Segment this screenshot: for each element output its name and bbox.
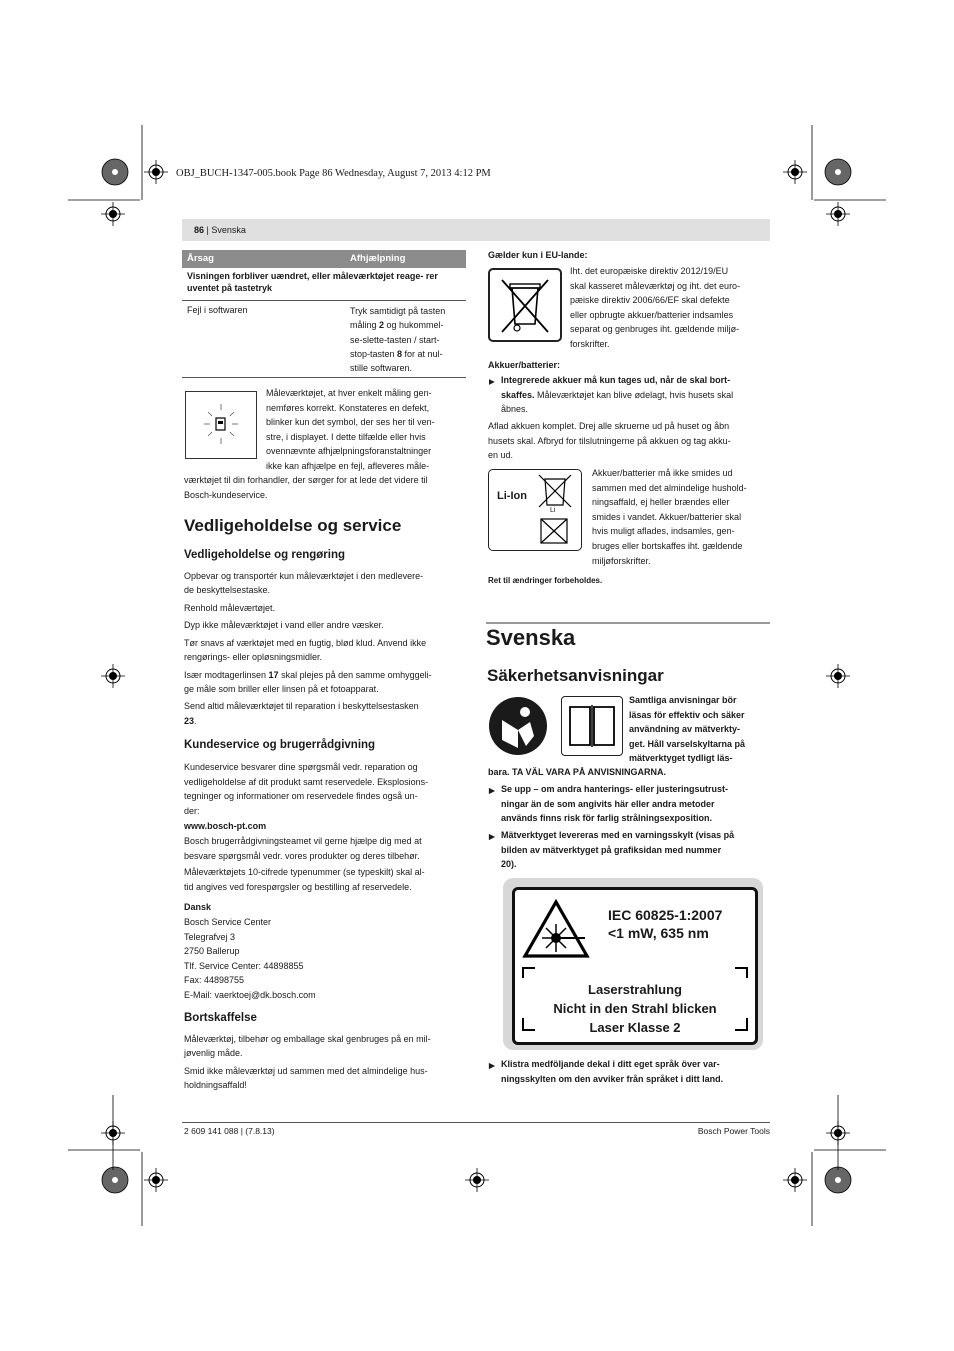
manual-book-box: [561, 696, 623, 756]
text-line: ge måle som briller eller linsen på et fotoapparat.: [184, 683, 379, 694]
text-line: 23.: [184, 715, 197, 726]
text-line: ▶ Klistra medföljande dekal i ditt eget språk över var-: [501, 1059, 720, 1069]
text-line: används finns risk för farlig strålningsexposition.: [501, 813, 713, 824]
text-line: eller opbrugte akkuer/batterier indsamles: [570, 309, 734, 320]
address-line: Tlf. Service Center: 44898855: [184, 960, 304, 971]
text-line: ningsskylten om den avviker från språket i ditt land.: [501, 1073, 724, 1084]
text-line: användning av mätverkty-: [629, 724, 741, 735]
address-line: Telegrafvej 3: [184, 931, 236, 942]
text-line: åbnes.: [501, 404, 529, 415]
text-line: vedligeholdelse af dit produkt samt reservedele. Eksplosions-: [184, 776, 429, 787]
safety-bullet-1: [501, 782, 728, 826]
text-line: værktøjet til din forhandler, der sørger for at lede det videre til: [184, 475, 428, 485]
heading-service: Kundeservice og brugerrådgivning: [184, 739, 376, 751]
paragraph: [184, 569, 468, 598]
label-line-2: Nicht in den Strahl blicken: [553, 1001, 717, 1016]
care-paragraphs: [184, 569, 468, 731]
text-line: Måleværktøj, tilbehør og emballage skal genbruges på en mil-: [184, 1034, 431, 1044]
label-standard: IEC 60825-1:2007: [608, 907, 723, 923]
paragraph: [184, 1064, 468, 1093]
text-line: stille softwaren.: [350, 363, 413, 374]
blinking-symbol-icon: [186, 392, 256, 458]
page-section: Svenska: [211, 225, 246, 235]
text-line: der:: [184, 805, 200, 816]
address-line: Bosch Service Center: [184, 916, 272, 927]
paragraph: [184, 699, 468, 728]
page-header: 86 | Svenska: [194, 225, 246, 235]
text-line: Måleværktøjets 10-cifrede typenummer (se typeskilt) skal al-: [184, 867, 425, 878]
heading-safety: Säkerhetsanvisningar: [487, 666, 664, 685]
text-line: Bosch-kundeservice.: [184, 489, 268, 500]
text-line: rengørings- eller opløsningsmidler.: [184, 652, 323, 663]
text-line: separat og genbruges iht. gældende miljø-: [570, 324, 740, 335]
battery-paragraph: [488, 419, 731, 463]
label-line-1: Laserstrahlung: [588, 982, 682, 997]
laser-hazard-icon: [521, 898, 591, 962]
text-line: skaffes. Måleværktøjet kan blive ødelagt, hvis husets skal: [501, 389, 734, 400]
laser-warning-label: [503, 878, 763, 1050]
text-line: jøvenlig måde.: [184, 1048, 243, 1059]
text-line: bilden av mätverktyget på grafiksidan med nummer: [501, 844, 722, 855]
text-line: ningar än de som angivits här eller andra metoder: [501, 798, 715, 809]
text-line: måling 2 og hukommel-: [350, 320, 444, 331]
battery-label: Akkuer/batterier:: [488, 360, 561, 370]
text-line: forskrifter.: [570, 338, 610, 349]
text-line: nemføres korrekt. Konstateres en defekt,: [266, 402, 430, 413]
text-line: Akkuer/batterier må ikke smides ud: [592, 468, 733, 478]
rights-reserved: Ret til ændringer forbeholdes.: [488, 576, 603, 585]
address-line: Fax: 44898755: [184, 975, 245, 986]
liion-label: Li-Ion: [497, 490, 527, 502]
text-line: Aflad akkuen komplet. Drej alle skruerne ud på huset og åbn: [488, 421, 730, 431]
page-header-bar: [182, 219, 770, 241]
paragraph: [184, 618, 468, 632]
battery-bin-icon: [535, 473, 579, 547]
text-line: Tryk samtidigt på tasten: [350, 306, 446, 316]
text-line: Tør snavs af værktøjet med en fugtig, blød klud. Anvend ikke: [184, 637, 427, 648]
text-line: mätverktyget tydligt läs-: [629, 753, 733, 764]
weee-symbol-box: [488, 268, 562, 342]
text-line: ▶ Se upp – om andra hanterings- eller justeringsutrust-: [501, 784, 729, 794]
heading-svenska: Svenska: [486, 625, 576, 650]
heading-maintenance: Vedligeholdelse og service: [184, 516, 402, 535]
text-line: en ud.: [488, 450, 514, 461]
text-line: tegninger og informationer om reservedele findes også un-: [184, 791, 418, 802]
book-icon: [562, 697, 622, 755]
safety-bullet-2: [501, 828, 734, 872]
table-cause: Fejl i softwaren: [187, 305, 248, 315]
page-number: 86: [194, 225, 205, 235]
display-warning-text-cont: [184, 473, 428, 502]
battery-bullet: [501, 373, 769, 417]
text-line: de beskyttelsestaske.: [184, 585, 271, 596]
text-line: tid angives ved forespørgsler og bestilling af reservedele.: [184, 881, 412, 892]
text-line: besvare spørgsmål vedr. vores produkter og deres tilbehør.: [184, 850, 420, 861]
text-line: get. Håll varselskyltarna på: [629, 738, 746, 749]
text-line: blinker kun det symbol, der ses her til ven-: [266, 417, 435, 428]
address-line: E-Mail: vaerktoej@dk.bosch.com: [184, 989, 316, 1000]
safety-bullet-3: [501, 1057, 723, 1086]
text-line: ▶ Mätverktyget levereras med en varningsskylt (visas på: [501, 830, 735, 840]
text-line: ikke kan afhjælpe en fejl, afleveres måle-: [266, 460, 430, 471]
table-col-cause: Årsag: [187, 253, 214, 264]
safety-intro: [629, 693, 745, 766]
print-header-line: OBJ_BUCH-1347-005.book Page 86 Wednesday, August 7, 2013 4:12 PM: [176, 168, 491, 179]
label-line-3: Laser Klasse 2: [589, 1020, 681, 1035]
label-power: <1 mW, 635 nm: [608, 925, 709, 941]
text-line: ▶ Integrerede akkuer må kun tages ud, når de skal bort-: [501, 375, 731, 385]
eu-label: Gælder kun i EU-lande:: [488, 250, 588, 260]
text-line: pæiske direktiv 2006/66/EF skal defekte: [570, 295, 730, 306]
paragraph: [184, 636, 468, 665]
text-line: stre, i displayet. I dette tilfælde eller hvis: [266, 431, 426, 442]
text-line: miljøforskrifter.: [592, 555, 651, 566]
footer-brand: Bosch Power Tools: [697, 1126, 770, 1136]
text-line: sammen med det almindelige hushold-: [592, 482, 747, 493]
text-line: Samtliga anvisningar bör: [629, 695, 737, 705]
text-line: stop-tasten 8 for at nul-: [350, 348, 443, 359]
read-manual-icon: [488, 696, 550, 756]
heading-care: Vedligeholdelse og rengøring: [184, 549, 346, 561]
text-line: Dyp ikke måleværktøjet i vand eller andre væsker.: [184, 620, 384, 631]
table-remedy: [350, 304, 468, 375]
text-line: Iht. det europæiske direktiv 2012/19/EU: [570, 266, 729, 276]
table-group: Visningen forbliver uændret, eller måleværktøjet reage- rer uventet på tastetryk: [187, 271, 438, 293]
service-text: [184, 760, 468, 1003]
address-line: 2750 Ballerup: [184, 946, 240, 957]
service-url: www.bosch-pt.com: [184, 821, 267, 832]
text-line: ovennævnte afhjælpningsforanstaltninger: [266, 446, 432, 457]
text-line: ningsaffald, ej heller brændes eller: [592, 497, 730, 508]
table-header: [182, 250, 466, 268]
text-line: Renhold måleværtøjet.: [184, 602, 276, 613]
text-line: Send altid måleværktøjet til reparation i beskyttelsestasken: [184, 701, 419, 712]
text-line: läsas för effektiv och säker: [629, 709, 745, 720]
crossed-bin-icon: [490, 270, 560, 340]
text-line: Kundeservice besvarer dine spørgsmål vedr. reparation og: [184, 762, 418, 772]
text-line: Opbevar og transportér kun måleværktøjet i den medlevere-: [184, 571, 424, 581]
text-line: bruges eller bortskaffes iht. gældende: [592, 540, 743, 551]
table-col-remedy: Afhjælpning: [350, 253, 406, 264]
disposal-paragraphs: [184, 1032, 468, 1096]
safety-intro-cont: bara. TA VÄL VARA PÅ ANVISNINGARNA.: [488, 767, 667, 777]
text-line: 20).: [501, 859, 517, 870]
service-typenumber: [184, 865, 468, 894]
paragraph: [184, 668, 468, 697]
heading-disposal: Bortskaffelse: [184, 1012, 257, 1024]
footer-doc-number: 2 609 141 088 | (7.8.13): [184, 1126, 275, 1136]
display-symbol-box: [185, 391, 257, 459]
text-line: Bosch brugerrådgivningsteamet vil gerne hjælpe dig med at: [184, 835, 422, 846]
text-line: smides i vandet. Akkuer/batterier skal: [592, 511, 742, 522]
text-line: Smid ikke måleværktøj ud sammen med det almindelige hus-: [184, 1065, 428, 1076]
text-line: holdningsaffald!: [184, 1080, 247, 1091]
text-line: husets skal. Afbryd for tilslutningerne på akkuen og tag akku-: [488, 435, 731, 446]
battery-symbol-box: [488, 469, 582, 551]
text-line: hvis muligt aflades, indsamles, gen-: [592, 526, 735, 537]
service-country: Dansk: [184, 902, 212, 913]
li-label: Li: [550, 507, 556, 514]
text-line: Måleværktøjet, at hver enkelt måling gen-: [266, 388, 432, 398]
text-line: Især modtagerlinsen 17 skal plejes på den samme omhyggeli-: [184, 669, 432, 680]
eu-directive-text: [570, 264, 740, 352]
text-line: se-slette-tasten / start-: [350, 334, 440, 345]
paragraph: [184, 1032, 468, 1061]
battery-disposal-text: [592, 466, 747, 568]
paragraph: [184, 601, 468, 615]
text-line: skal kasseret måleværktøj og iht. det euro-: [570, 280, 741, 291]
display-warning-text: [266, 386, 435, 474]
